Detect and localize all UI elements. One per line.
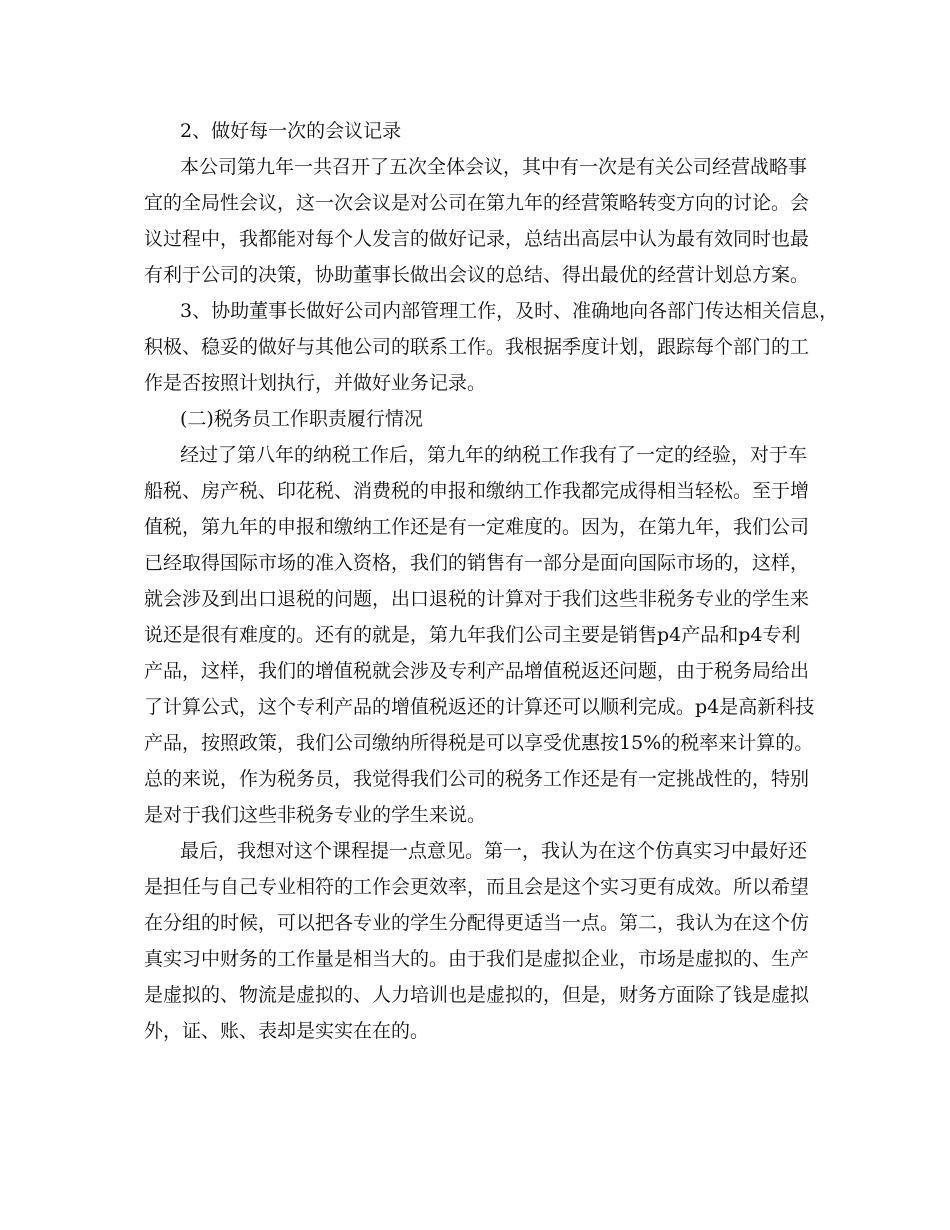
paragraph-line: 作是否按照计划执行，并做好业务记录。	[144, 372, 487, 394]
paragraph-line: 了计算公式，这个专利产品的增值税返还的计算还可以顺利完成。p4是高新科技	[144, 696, 815, 718]
paragraph-line: 3、协助董事长做好公司内部管理工作，及时、准确地向各部门传达相关信息，	[180, 300, 839, 322]
paragraph-line: 宜的全局性会议，这一次会议是对公司在第九年的经营策略转变方向的讨论。会	[144, 192, 810, 214]
paragraph-line: 产品，按照政策，我们公司缴纳所得税是可以享受优惠按15%的税率来计算的。	[144, 732, 814, 754]
paragraph-line: 本公司第九年一共召开了五次全体会议，其中有一次是有关公司经营战略事	[180, 156, 808, 178]
paragraph-line: 议过程中，我都能对每个人发言的做好记录，总结出高层中认为最有效同时也最	[144, 228, 810, 250]
paragraph-line: 在分组的时候，可以把各专业的学生分配得更适当一点。第二，我认为在这个仿	[144, 912, 810, 934]
paragraph-line: 最后，我想对这个课程提一点意见。第一，我认为在这个仿真实习中最好还	[180, 840, 808, 862]
paragraph-line: 是虚拟的、物流是虚拟的、人力培训也是虚拟的，但是，财务方面除了钱是虚拟	[144, 984, 810, 1006]
paragraph-line: 是对于我们这些非税务专业的学生来说。	[144, 804, 487, 826]
paragraph-line: 已经取得国际市场的准入资格，我们的销售有一部分是面向国际市场的，这样，	[144, 552, 810, 574]
paragraph-line: 积极、稳妥的做好与其他公司的联系工作。我根据季度计划，跟踪每个部门的工	[144, 336, 810, 358]
paragraph-line: 有利于公司的决策，协助董事长做出会议的总结、得出最优的经营计划总方案。	[144, 264, 810, 286]
paragraph-line: 外，证、账、表却是实实在在的。	[144, 1020, 430, 1042]
paragraph-line: 总的来说，作为税务员，我觉得我们公司的税务工作还是有一定挑战性的，特别	[144, 768, 810, 790]
section-heading-meeting-records: 2、做好每一次的会议记录	[180, 120, 402, 142]
paragraph-line: 说还是很有难度的。还有的就是，第九年我们公司主要是销售p4产品和p4专利	[144, 624, 801, 646]
paragraph-line: 产品，这样，我们的增值税就会涉及专利产品增值税返还问题，由于税务局给出	[144, 660, 810, 682]
paragraph-line: 真实习中财务的工作量是相当大的。由于我们是虚拟企业，市场是虚拟的、生产	[144, 948, 810, 970]
paragraph-line: 船税、房产税、印花税、消费税的申报和缴纳工作我都完成得相当轻松。至于增	[144, 480, 810, 502]
paragraph-line: 经过了第八年的纳税工作后，第九年的纳税工作我有了一定的经验，对于车	[180, 444, 808, 466]
section-heading-tax-clerk: (二)税务员工作职责履行情况	[180, 408, 423, 430]
paragraph-line: 值税，第九年的申报和缴纳工作还是有一定难度的。因为，在第九年，我们公司	[144, 516, 810, 538]
paragraph-line: 就会涉及到出口退税的问题，出口退税的计算对于我们这些非税务专业的学生来	[144, 588, 810, 610]
paragraph-line: 是担任与自己专业相符的工作会更效率，而且会是这个实习更有成效。所以希望	[144, 876, 810, 898]
